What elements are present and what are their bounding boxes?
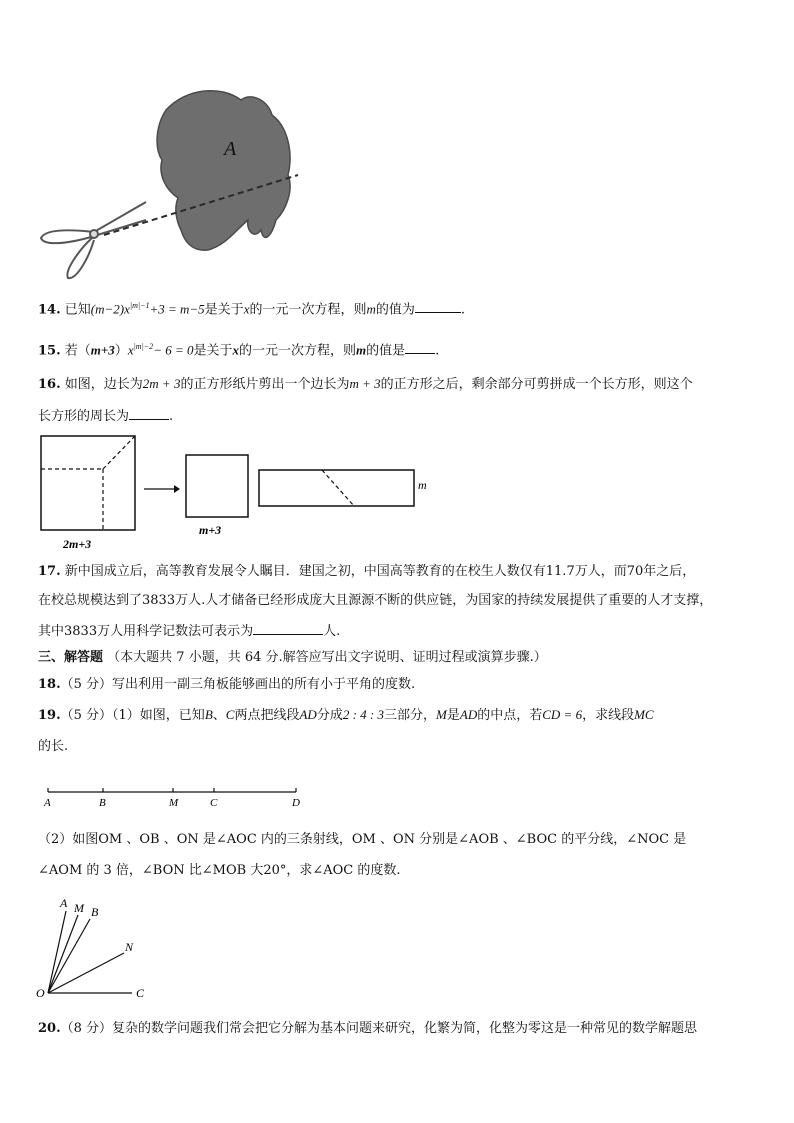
q15-m: m bbox=[356, 342, 367, 358]
scissors-icon bbox=[41, 202, 146, 278]
q15-lead: 若（ bbox=[64, 343, 91, 359]
q14-period: . bbox=[460, 302, 466, 318]
question-17-line2 bbox=[38, 592, 712, 610]
small-square bbox=[186, 455, 248, 517]
point-label-C: C bbox=[210, 797, 218, 809]
big-square bbox=[41, 436, 135, 530]
q16-answer-blank[interactable] bbox=[129, 407, 169, 420]
q19-number: 19. bbox=[38, 708, 61, 723]
q19-ratio: 2 : 4 : 3 bbox=[342, 707, 384, 722]
q19-AD: AD bbox=[299, 707, 317, 722]
q17-text-line1: 新中国成立后，高等教育发展令人瞩目．建国之初，中国高等教育的在校生人数仅有11.7万人，而70年之后， bbox=[64, 564, 696, 579]
q19-C: C bbox=[225, 707, 235, 722]
q19-segment-figure bbox=[38, 782, 318, 812]
leaf-shape bbox=[157, 91, 290, 251]
q18-score: （5 分） bbox=[60, 677, 113, 692]
arrow-head-icon bbox=[174, 485, 180, 493]
q16-text-line2: 长方形的周长为 bbox=[38, 409, 130, 424]
point-label-A: A bbox=[44, 797, 51, 809]
q18-text: 写出利用一副三角板能够画出的所有小于平角的度数. bbox=[112, 677, 416, 692]
q19-MC: MC bbox=[634, 707, 654, 722]
q14-end: 的值为 bbox=[375, 302, 415, 318]
q15-mid: 是关于 bbox=[193, 343, 233, 359]
q17-text-line2: 在校总规模达到了3833万人.人才储备已经形成庞大且源源不断的供应链，为国家的持续发展提供了重要的人才支撑， bbox=[38, 593, 713, 608]
q19-p1c: 分成 bbox=[316, 708, 343, 723]
question-15 bbox=[38, 338, 439, 360]
label-big-side: 2m+3 bbox=[63, 537, 92, 551]
rect-cut-diagonal bbox=[322, 470, 354, 506]
q14-answer-blank[interactable] bbox=[415, 300, 461, 313]
q15-close: ） bbox=[114, 343, 128, 359]
q17-number: 17. bbox=[38, 564, 61, 579]
q19-part1-end: 的长. bbox=[38, 739, 69, 754]
q15-x2: x bbox=[232, 342, 239, 358]
q19-part2-text2: ∠AOM 的 3 倍，∠BON 比∠MOB 大20°，求∠AOC 的度数. bbox=[38, 863, 401, 878]
q15-m3: m+3 bbox=[90, 342, 115, 358]
q14-tail: 的一元一次方程，则 bbox=[249, 302, 367, 318]
q14-lead: 已知 bbox=[64, 302, 91, 318]
result-rectangle bbox=[259, 470, 414, 506]
q19-sep: 、 bbox=[212, 708, 226, 723]
q14-exp: |m|−1 bbox=[129, 301, 150, 310]
q19-p1g: ，求线段 bbox=[582, 708, 635, 723]
ray-label-C: C bbox=[136, 986, 145, 1000]
question-14 bbox=[38, 297, 465, 319]
q15-x: x bbox=[127, 342, 134, 358]
q19-p1f: 的中点，若 bbox=[477, 708, 543, 723]
q15-exp: |m|−2 bbox=[133, 342, 154, 351]
ray-label-A: A bbox=[60, 896, 68, 910]
label-m: m bbox=[418, 478, 427, 492]
leaf-label: A bbox=[224, 138, 237, 160]
cut-diagonal bbox=[103, 436, 135, 469]
q14-x: x bbox=[243, 301, 250, 317]
q14-number: 14. bbox=[38, 302, 61, 318]
q16-text-b: 的正方形纸片剪出一个边长为 bbox=[180, 377, 350, 392]
q20-score: （8 分） bbox=[60, 1021, 113, 1036]
question-19-part2-line1 bbox=[38, 831, 686, 849]
point-label-B: B bbox=[99, 797, 106, 809]
q15-answer-blank[interactable] bbox=[405, 341, 435, 354]
label-small-side: m+3 bbox=[199, 523, 222, 537]
question-16-line1 bbox=[38, 375, 693, 394]
q16-figure bbox=[36, 432, 436, 552]
question-19-line2 bbox=[38, 738, 68, 756]
q16-text-a: 如图，边长为 bbox=[64, 377, 143, 392]
q14-mid: 是关于 bbox=[204, 302, 244, 318]
q19-AD2: AD bbox=[459, 707, 478, 722]
q19-M: M bbox=[436, 707, 447, 722]
point-label-D: D bbox=[292, 797, 300, 809]
q14-expr-a: (m−2)x bbox=[90, 301, 130, 317]
q15-end: 的值是 bbox=[366, 343, 406, 359]
q19-part2-text1: （2）如图OM 、OB 、ON 是∠AOC 内的三条射线，OM 、ON 分别是∠AOB 、∠BOC 的平分线，∠NOC 是 bbox=[38, 832, 687, 847]
q14-m: m bbox=[366, 301, 376, 317]
q19-p1a: （1）如图，已知 bbox=[112, 708, 205, 723]
q19-p1d: 三部分， bbox=[384, 708, 437, 723]
q19-B: B bbox=[204, 707, 213, 722]
q15-period: . bbox=[435, 343, 440, 359]
section-3-title: 三、解答题 bbox=[38, 650, 104, 665]
q14-expr-b: +3 = m−5 bbox=[149, 301, 205, 317]
q19-CD: CD = 6 bbox=[542, 707, 583, 722]
question-19-line1 bbox=[38, 706, 654, 725]
question-17-line1 bbox=[38, 563, 695, 581]
q20-number: 20. bbox=[38, 1021, 61, 1036]
q15-number: 15. bbox=[38, 343, 61, 359]
q19-p1e: 是 bbox=[446, 708, 460, 723]
q19-rays-figure bbox=[34, 893, 164, 1008]
question-19-part2-line2 bbox=[38, 862, 401, 880]
q17-text-line3: 其中3833万人用科学记数法可表示为 bbox=[38, 624, 254, 639]
q15-eq: − 6 = 0 bbox=[153, 342, 194, 358]
section-3-header bbox=[38, 649, 547, 667]
q19-score: （5 分） bbox=[60, 708, 113, 723]
q19-p1b: 两点把线段 bbox=[234, 708, 300, 723]
q17-answer-blank[interactable] bbox=[253, 622, 323, 635]
q16-side-big: 2m + 3 bbox=[142, 376, 181, 391]
q16-side-small: m + 3 bbox=[349, 376, 381, 391]
q15-tail: 的一元一次方程，则 bbox=[239, 343, 357, 359]
point-label-M: M bbox=[169, 797, 179, 809]
question-17-line3 bbox=[38, 622, 340, 641]
ray-label-M: M bbox=[74, 901, 84, 915]
leaf-scissors-figure bbox=[36, 80, 306, 285]
q18-number: 18. bbox=[38, 677, 61, 692]
q16-number: 16. bbox=[38, 377, 61, 392]
question-18 bbox=[38, 676, 415, 694]
question-16-line2 bbox=[38, 407, 173, 426]
q16-period: . bbox=[169, 409, 174, 424]
ray-label-N: N bbox=[125, 940, 134, 954]
q20-text: 复杂的数学问题我们常会把它分解为基本问题来研究，化繁为简，化整为零这是一种常见的数学解题思 bbox=[112, 1021, 698, 1036]
section-3-note: （本大题共 7 小题，共 64 分.解答应写出文字说明、证明过程或演算步骤.） bbox=[107, 650, 547, 665]
question-20 bbox=[38, 1020, 697, 1038]
q17-end: 人. bbox=[323, 624, 341, 639]
ray-label-B: B bbox=[91, 905, 99, 919]
q16-text-c: 的正方形之后，剩余部分可剪拼成一个长方形，则这个 bbox=[380, 377, 693, 392]
ray-label-O: O bbox=[36, 986, 45, 1000]
